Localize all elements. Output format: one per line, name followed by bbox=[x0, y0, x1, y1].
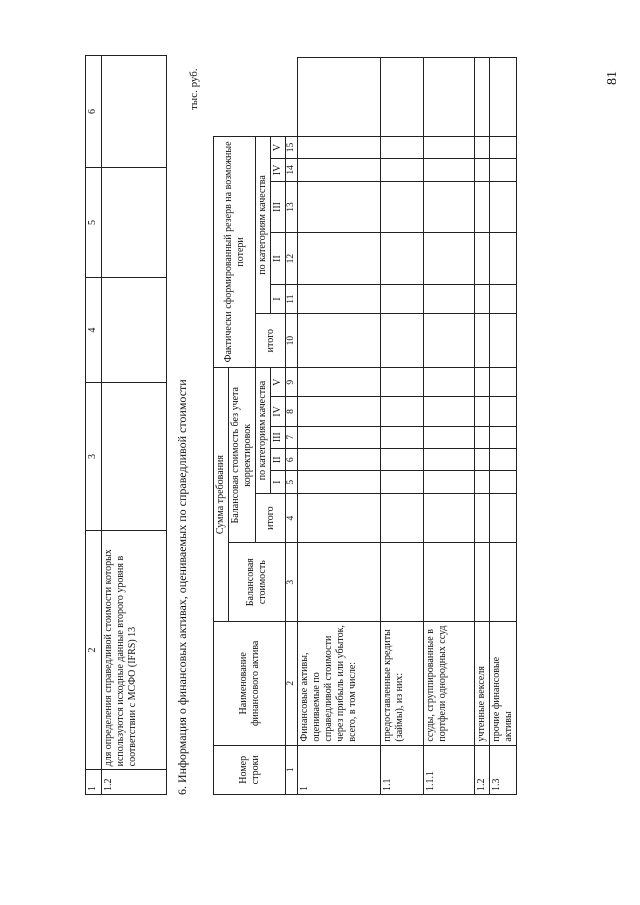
header-row-1 bbox=[214, 58, 229, 795]
table-cell bbox=[381, 136, 424, 158]
table-row bbox=[490, 58, 517, 795]
table-cell bbox=[424, 493, 475, 542]
table-cell bbox=[298, 136, 381, 158]
table-cell bbox=[475, 181, 490, 233]
top-row-text: для определения справедливой стоимости которых используются исходные данные второго уровня в соответствии с МСФО (IFRS) 13 bbox=[102, 530, 167, 770]
table-cell bbox=[298, 397, 381, 426]
table-cell bbox=[298, 368, 381, 397]
table-cell bbox=[298, 285, 381, 314]
table-cell bbox=[475, 368, 490, 397]
total2-header: итого bbox=[256, 314, 286, 368]
table-cell bbox=[381, 58, 424, 137]
table-cell bbox=[298, 449, 381, 471]
table-cell bbox=[424, 471, 475, 493]
table-cell bbox=[381, 449, 424, 471]
table-row bbox=[298, 58, 381, 795]
quality-cat: V bbox=[271, 136, 286, 158]
col-row-number-header: Номер строки bbox=[214, 745, 286, 794]
balance-without-adj-header: Балансовая стоимость без учета корректировок bbox=[229, 368, 256, 543]
table-cell bbox=[298, 233, 381, 285]
table-cell bbox=[475, 233, 490, 285]
table-cell bbox=[475, 543, 490, 622]
blank-cell bbox=[214, 58, 298, 137]
balance-value-header: Балансовая стоимость bbox=[229, 543, 286, 622]
table-row bbox=[424, 58, 475, 795]
top-header-cell: 3 bbox=[86, 383, 102, 530]
top-header-cell: 2 bbox=[86, 530, 102, 770]
col-number: 5 bbox=[286, 471, 298, 493]
top-header-cell: 6 bbox=[86, 56, 102, 168]
col-number: 10 bbox=[286, 314, 298, 368]
quality-cat: III bbox=[271, 426, 286, 448]
column-number-row bbox=[286, 58, 298, 795]
table-cell bbox=[102, 56, 167, 168]
table-cell bbox=[102, 277, 167, 382]
top-header-cell: 1 bbox=[86, 770, 102, 795]
table-cell bbox=[475, 449, 490, 471]
quality-cat: IV bbox=[271, 397, 286, 426]
table-cell bbox=[490, 314, 517, 368]
table-cell bbox=[490, 493, 517, 542]
row-number: 1.1.1 bbox=[424, 745, 475, 794]
row-asset-name: Финансовые активы, оцениваемые по справедливой стоимости через прибыль или убыток, всего, в том числе: bbox=[298, 622, 381, 746]
units-label: тыс. руб. bbox=[188, 68, 200, 110]
table-cell bbox=[424, 449, 475, 471]
table-cell bbox=[424, 543, 475, 622]
quality-cat: I bbox=[271, 285, 286, 314]
table-cell bbox=[475, 314, 490, 368]
col-number: 9 bbox=[286, 368, 298, 397]
table-cell bbox=[424, 159, 475, 181]
row-asset-name: прочие финансовые активы bbox=[490, 622, 517, 746]
table-cell bbox=[381, 471, 424, 493]
row-asset-name: предоставленные кредиты (займы), из них: bbox=[381, 622, 424, 746]
table-row bbox=[475, 58, 490, 795]
table-cell bbox=[424, 58, 475, 137]
table-cell bbox=[298, 493, 381, 542]
table-cell bbox=[424, 368, 475, 397]
table-cell bbox=[298, 181, 381, 233]
table-cell bbox=[490, 285, 517, 314]
table-cell bbox=[424, 397, 475, 426]
col-number: 1 bbox=[286, 745, 298, 794]
row-asset-name: учтенные векселя bbox=[475, 622, 490, 746]
table-cell bbox=[424, 136, 475, 158]
table-cell bbox=[381, 426, 424, 448]
table-cell bbox=[381, 285, 424, 314]
top-header-cell: 4 bbox=[86, 277, 102, 382]
col-number: 4 bbox=[286, 493, 298, 542]
page-number: 81 bbox=[605, 71, 620, 85]
table-cell bbox=[475, 58, 490, 137]
table-cell bbox=[298, 159, 381, 181]
table-cell bbox=[490, 471, 517, 493]
table-cell bbox=[475, 159, 490, 181]
by-quality2-header: по категориям качества bbox=[256, 136, 271, 313]
row-number: 1 bbox=[298, 745, 381, 794]
top-header-cell: 5 bbox=[86, 167, 102, 277]
table-cell bbox=[490, 426, 517, 448]
table-cell bbox=[490, 181, 517, 233]
table-cell bbox=[381, 397, 424, 426]
quality-cat: II bbox=[271, 233, 286, 285]
col-number: 7 bbox=[286, 426, 298, 448]
table-cell bbox=[490, 58, 517, 137]
top-row-number: 1.2 bbox=[102, 770, 167, 795]
top-table bbox=[85, 55, 167, 795]
col-number: 14 bbox=[286, 159, 298, 181]
table-cell bbox=[298, 314, 381, 368]
top-table-row bbox=[102, 56, 167, 795]
table-cell bbox=[490, 136, 517, 158]
col-asset-name-header: Наименование финансового актива bbox=[214, 622, 286, 746]
table-cell bbox=[298, 471, 381, 493]
table-cell bbox=[298, 58, 381, 137]
table-cell bbox=[298, 543, 381, 622]
table-cell bbox=[381, 181, 424, 233]
table-cell bbox=[381, 314, 424, 368]
reserve-header: Фактически сформированный резерв на возможные потери bbox=[214, 136, 256, 367]
quality-cat: II bbox=[271, 449, 286, 471]
table-cell bbox=[490, 368, 517, 397]
table-cell bbox=[490, 449, 517, 471]
quality-cat: V bbox=[271, 368, 286, 397]
table-cell bbox=[381, 543, 424, 622]
col-number: 15 bbox=[286, 136, 298, 158]
quality-cat: I bbox=[271, 471, 286, 493]
col-number: 12 bbox=[286, 233, 298, 285]
table-cell bbox=[102, 167, 167, 277]
table-row bbox=[381, 58, 424, 795]
col-number: 11 bbox=[286, 285, 298, 314]
row-number: 1.2 bbox=[475, 745, 490, 794]
col-number: 6 bbox=[286, 449, 298, 471]
table-cell bbox=[381, 233, 424, 285]
col-number: 8 bbox=[286, 397, 298, 426]
table-cell bbox=[475, 397, 490, 426]
col-number: 2 bbox=[286, 622, 298, 746]
row-asset-name: ссуды, сгруппированные в портфели однородных ссуд bbox=[424, 622, 475, 746]
table-cell bbox=[475, 285, 490, 314]
table-cell bbox=[381, 368, 424, 397]
total-header: итого bbox=[256, 493, 286, 542]
by-quality-header: по категориям качества bbox=[256, 368, 271, 494]
quality-cat: IV bbox=[271, 159, 286, 181]
claim-sum-header: Сумма требования bbox=[214, 368, 229, 622]
col-number: 3 bbox=[286, 543, 298, 622]
table-cell bbox=[381, 159, 424, 181]
table-cell bbox=[102, 383, 167, 530]
top-table-header-row bbox=[86, 56, 102, 795]
table-cell bbox=[475, 493, 490, 542]
table-cell bbox=[424, 233, 475, 285]
col-number: 13 bbox=[286, 181, 298, 233]
table-cell bbox=[490, 233, 517, 285]
section-title: 6. Информация о финансовых активах, оцениваемых по справедливой стоимости bbox=[175, 379, 189, 795]
financial-assets-table bbox=[213, 57, 517, 795]
table-cell bbox=[381, 493, 424, 542]
table-cell bbox=[475, 136, 490, 158]
row-number: 1.3 bbox=[490, 745, 517, 794]
quality-cat: III bbox=[271, 181, 286, 233]
table-cell bbox=[490, 159, 517, 181]
table-cell bbox=[424, 314, 475, 368]
table-cell bbox=[298, 426, 381, 448]
table-cell bbox=[490, 397, 517, 426]
table-cell bbox=[424, 426, 475, 448]
table-cell bbox=[475, 471, 490, 493]
table-cell bbox=[490, 543, 517, 622]
table-cell bbox=[424, 285, 475, 314]
table-cell bbox=[475, 426, 490, 448]
table-cell bbox=[424, 181, 475, 233]
row-number: 1.1 bbox=[381, 745, 424, 794]
